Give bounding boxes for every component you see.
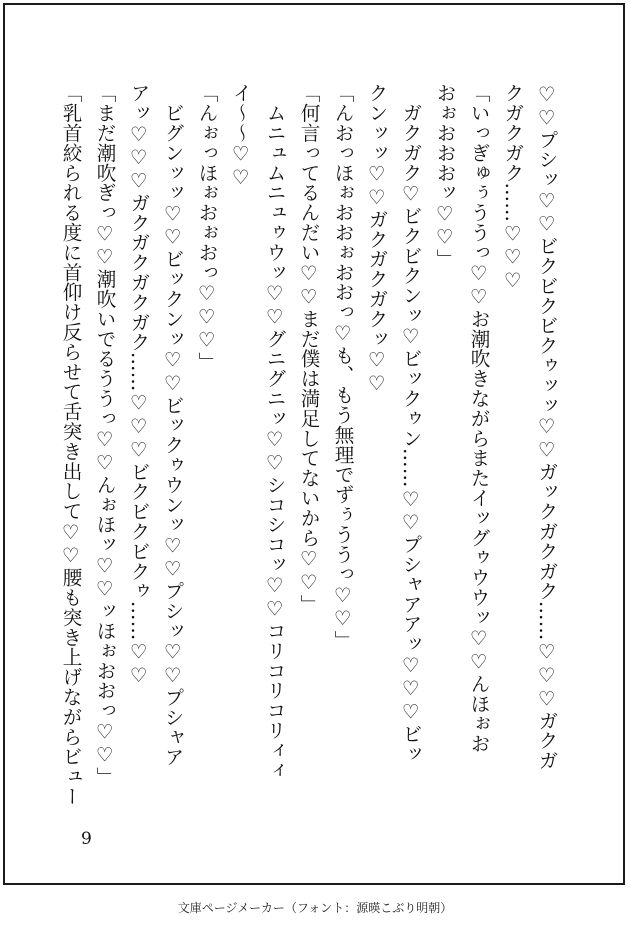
footer-caption: 文庫ページメーカー（フォント：源暎こぶり明朝） — [177, 901, 453, 915]
page-number: 9 — [81, 829, 92, 849]
text-line: イ〜〜♡♡ — [229, 83, 252, 190]
text-line: ムニュムニュゥウッ♡♡グニグニッ♡♡シコシコッ♡♡コリコリコリィィ — [263, 83, 286, 780]
text-line: 「んおっほぉおおぉおおっ♡も、もう無理でずぅううっ♡♡」 — [331, 83, 354, 651]
vertical-text-body — [53, 83, 563, 823]
text-line: 「まだ潮吹ぎっ♡♡潮吹いでるううっ♡♡んぉほッ♡♡ッほぉおおっ♡♡」 — [93, 83, 116, 787]
text-line: おぉおおおッ♡♡」 — [433, 83, 456, 269]
page-frame — [3, 3, 625, 885]
text-line: ガクガク♡ビクビクンッ♡ビックゥン……♡♡プシャアアッ♡♡♡ビッ — [399, 83, 422, 764]
text-line: クガクガク……♡♡♡ — [501, 83, 524, 293]
text-line: 「いっぎゅぅううっ♡♡お潮吹きながらまたイッグゥウウッ♡♡んほぉお — [467, 83, 490, 754]
text-line: 「んぉっほぉおぉおっ♡♡♡」 — [195, 83, 218, 372]
text-line: 「何言ってるんだい♡♡まだ僕は満足してないから♡♡」 — [297, 83, 320, 614]
text-line: ビグンッッ♡♡ビックンッ♡♡ビックゥウンッ♡♡プシッ♡♡プシャア — [161, 83, 184, 767]
text-line: クンッッ♡♡ガクガクガクッ♡♡ — [365, 83, 388, 396]
text-line: アッ♡♡♡ガクガクガクガク……♡♡♡ビクビクビクゥ……♡♡ — [127, 83, 150, 688]
text-line: ♡♡プシッ♡♡ビクビクビクゥッッ♡♡ガックガクガク……♡♡♡ガクガ — [535, 83, 558, 771]
text-line: 「乳首絞られる度に首仰け反らせて舌突き出して♡♡腰も突き上げながらビュー — [59, 83, 82, 807]
